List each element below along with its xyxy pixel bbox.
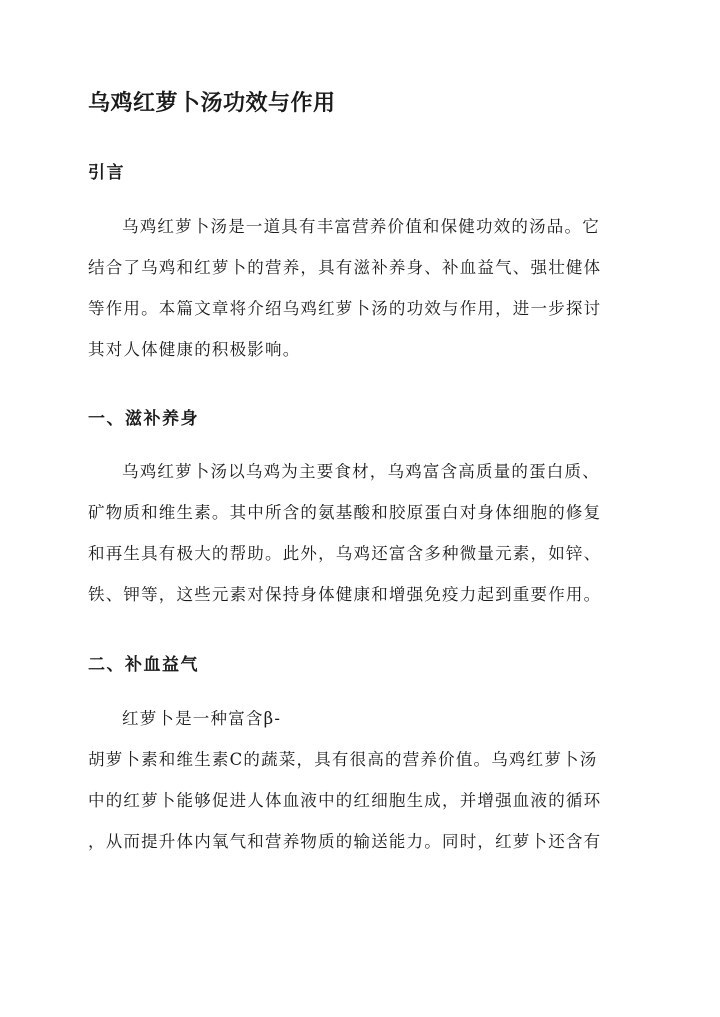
paragraph-line: 红萝卜是一种富含β- <box>122 709 282 728</box>
paragraph-line: 中的红萝卜能够促进人体血液中的红细胞生成，并增强血液的循环 <box>88 791 602 810</box>
section-heading-nourish: 一、滋补养身 <box>88 409 199 429</box>
paragraph-line: 等作用。本篇文章将介绍乌鸡红萝卜汤的功效与作用，进一步探讨 <box>88 299 602 318</box>
section-heading-blood: 二、补血益气 <box>88 655 199 675</box>
section-paragraph-blood <box>88 698 633 862</box>
paragraph-line: 其对人体健康的积极影响。 <box>88 340 301 359</box>
section-paragraph-nourish <box>88 451 633 615</box>
paragraph-line: 乌鸡红萝卜汤是一道具有丰富营养价值和保健功效的汤品。它 <box>122 217 600 236</box>
paragraph-line: 和再生具有极大的帮助。此外，乌鸡还富含多种微量元素，如锌、 <box>88 544 602 563</box>
paragraph-line: 胡萝卜素和维生素C的蔬菜，具有很高的营养价值。乌鸡红萝卜汤 <box>88 750 598 769</box>
section-heading-intro: 引言 <box>88 163 125 183</box>
paragraph-line: 结合了乌鸡和红萝卜的营养，具有滋补养身、补血益气、强壮健体 <box>88 258 602 277</box>
paragraph-line: ，从而提升体内氧气和营养物质的输送能力。同时，红萝卜还含有 <box>88 832 602 851</box>
paragraph-line: 矿物质和维生素。其中所含的氨基酸和胶原蛋白对身体细胞的修复 <box>88 503 602 522</box>
paragraph-line: 铁、钾等，这些元素对保持身体健康和增强免疫力起到重要作用。 <box>88 585 602 604</box>
paragraph-line: 乌鸡红萝卜汤以乌鸡为主要食材，乌鸡富含高质量的蛋白质、 <box>122 462 600 481</box>
section-paragraph-intro <box>88 206 633 370</box>
page-title: 乌鸡红萝卜汤功效与作用 <box>88 90 336 116</box>
